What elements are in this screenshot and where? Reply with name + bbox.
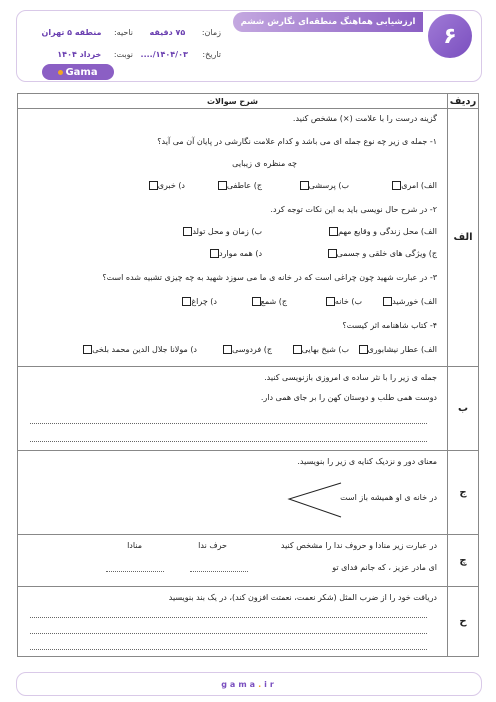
col-desc-header: شرح سوالات <box>18 94 448 109</box>
q4-option-a[interactable] <box>357 345 437 354</box>
q3-option-b[interactable] <box>324 297 362 306</box>
footer-site[interactable] <box>16 672 482 696</box>
time-label: زمان: <box>201 28 221 37</box>
q1-option-a[interactable] <box>390 181 437 190</box>
section-c-label: ج <box>448 451 479 535</box>
q4-option-b-label: ب) شیخ بهایی <box>301 345 349 354</box>
logo-text: Gama <box>65 66 98 78</box>
grade-badge: ۶ <box>428 14 472 58</box>
q2-option-b-label: ب) زمان و محل تولد <box>192 227 262 236</box>
section-b-label: ب <box>448 367 479 451</box>
answer-line[interactable] <box>30 617 427 618</box>
checkbox[interactable] <box>329 227 338 236</box>
q2-option-a[interactable] <box>327 227 437 236</box>
q4-option-c[interactable] <box>221 345 272 354</box>
section-d-instruction: در عبارت زیر منادا و حروف ندا را مشخص کنید <box>280 541 437 550</box>
section-c-content <box>18 451 448 535</box>
q3-option-d-label: د) چراغ <box>191 297 217 306</box>
date-value: ۱۴۰۴/۰۳/.... <box>140 50 188 59</box>
q2-option-a-label: الف) محل زندگی و وقایع مهم <box>338 227 437 236</box>
checkbox[interactable] <box>383 297 392 306</box>
q4-text: ۴- کتاب شاهنامه اثر کیست؟ <box>342 321 437 330</box>
checkbox[interactable] <box>392 181 401 190</box>
date-info <box>141 50 221 59</box>
q1-option-d-label: د) خبری <box>157 181 185 190</box>
region-label: ناحیه: <box>113 28 133 37</box>
section-a-content <box>18 109 448 367</box>
q2-option-b[interactable] <box>181 227 262 236</box>
turn-value: خرداد ۱۴۰۴ <box>57 50 102 59</box>
questions-table <box>17 93 479 657</box>
answer-line[interactable] <box>30 423 427 424</box>
q2-option-c-label: ج) ویژگی های خلقی و جسمی <box>336 249 437 258</box>
checkbox[interactable] <box>326 297 335 306</box>
section-a-intro: گزینه درست را با علامت (×) مشخص کنید. <box>292 114 437 123</box>
footer-site-b: ir <box>264 679 277 689</box>
col-monada-label: منادا <box>127 541 142 550</box>
answer-line[interactable] <box>30 649 427 650</box>
branch-arrow-icon <box>283 477 343 521</box>
q2-option-d-label: د) همه موارد <box>219 249 262 258</box>
gama-logo <box>42 64 114 80</box>
q4-option-b[interactable] <box>291 345 349 354</box>
checkbox[interactable] <box>210 249 219 258</box>
turn-info <box>57 50 133 59</box>
checkbox[interactable] <box>223 345 232 354</box>
section-d-content <box>18 535 448 587</box>
time-value: ۷۵ دقیقه <box>149 28 186 37</box>
q3-option-b-label: ب) خانه <box>334 297 362 306</box>
q4-option-c-label: ج) فردوسی <box>232 345 272 354</box>
section-b-instruction: جمله ی زیر را با نثر ساده ی امروزی بازنویسی کنید. <box>264 373 437 382</box>
q4-option-a-label: الف) عطار نیشابوری <box>367 345 437 354</box>
checkbox[interactable] <box>359 345 368 354</box>
checkbox[interactable] <box>252 297 261 306</box>
q1-option-b-label: ب) پرسشی <box>308 181 349 190</box>
q3-option-d[interactable] <box>180 297 217 306</box>
section-e-instruction: دریافت خود را از ضرب المثل (شکر نعمت، نعمتت افزون کند)، در یک بند بنویسید <box>168 593 437 602</box>
q2-option-c[interactable] <box>326 249 437 258</box>
checkbox[interactable] <box>149 181 158 190</box>
region-info <box>42 28 133 37</box>
q1-option-d[interactable] <box>147 181 185 190</box>
col-row-header: ردیف <box>448 94 479 109</box>
q3-option-c[interactable] <box>250 297 287 306</box>
exam-title: ارزشیابی هماهنگ منطقه‌ای نگارش ششم <box>233 12 423 32</box>
logo-dot-icon <box>58 70 63 75</box>
section-a-label: الف <box>448 109 479 367</box>
section-c-instruction: معنای دور و نزدیک کنایه ی زیر را بنویسید. <box>297 457 437 466</box>
q1-option-c[interactable] <box>216 181 262 190</box>
q3-text: ۳- در عبارت شهید چون چراغی است که در خانه ی ما می سوزد شهید به چه چیزی تشبیه شده است؟ <box>102 273 437 282</box>
q2-option-d[interactable] <box>208 249 262 258</box>
section-b-sentence: دوست همی طلب و دوستان کهن را بر جای همی دار. <box>260 393 437 402</box>
q1-sentence: چه منظره ی زیبایی <box>232 159 297 168</box>
q1-option-a-label: الف) امری <box>401 181 437 190</box>
q3-option-a[interactable] <box>381 297 437 306</box>
checkbox[interactable] <box>183 227 192 236</box>
footer-site-a: gama <box>221 679 259 689</box>
q3-option-c-label: ج) شمع <box>260 297 287 306</box>
section-d-sentence: ای مادر عزیز ، که جانم فدای تو <box>332 563 437 572</box>
q1-text: ۱- جمله ی زیر چه نوع جمله ای می باشد و کدام علامت نگارشی در پایان آن می آید؟ <box>157 137 437 146</box>
section-e-content <box>18 587 448 657</box>
section-e-label: ح <box>448 587 479 657</box>
section-b-content <box>18 367 448 451</box>
checkbox[interactable] <box>328 249 337 258</box>
monada-answer-line[interactable] <box>106 571 164 572</box>
checkbox[interactable] <box>300 181 309 190</box>
q1-option-c-label: ج) عاطفی <box>226 181 262 190</box>
q4-option-d[interactable] <box>81 345 197 354</box>
checkbox[interactable] <box>83 345 92 354</box>
q1-option-b[interactable] <box>298 181 349 190</box>
answer-line[interactable] <box>30 633 427 634</box>
col-nida-label: حرف ندا <box>198 541 227 550</box>
footer-dot: . <box>258 679 265 689</box>
region-value: منطقه ۵ تهران <box>41 28 102 37</box>
checkbox[interactable] <box>293 345 302 354</box>
q3-option-a-label: الف) خورشید <box>392 297 437 306</box>
turn-label: نوبت: <box>113 50 133 59</box>
nida-answer-line[interactable] <box>190 571 248 572</box>
date-label: تاریخ: <box>202 50 221 59</box>
checkbox[interactable] <box>218 181 227 190</box>
answer-line[interactable] <box>30 441 427 442</box>
q4-option-d-label: د) مولانا جلال الدین محمد بلخی <box>92 345 197 354</box>
section-c-phrase: در خانه ی او همیشه باز است <box>340 493 437 502</box>
time-info <box>150 28 221 37</box>
q2-text: ۲- در شرح حال نویسی باید به این نکات توجه کرد. <box>270 205 437 214</box>
section-d-label: چ <box>448 535 479 587</box>
